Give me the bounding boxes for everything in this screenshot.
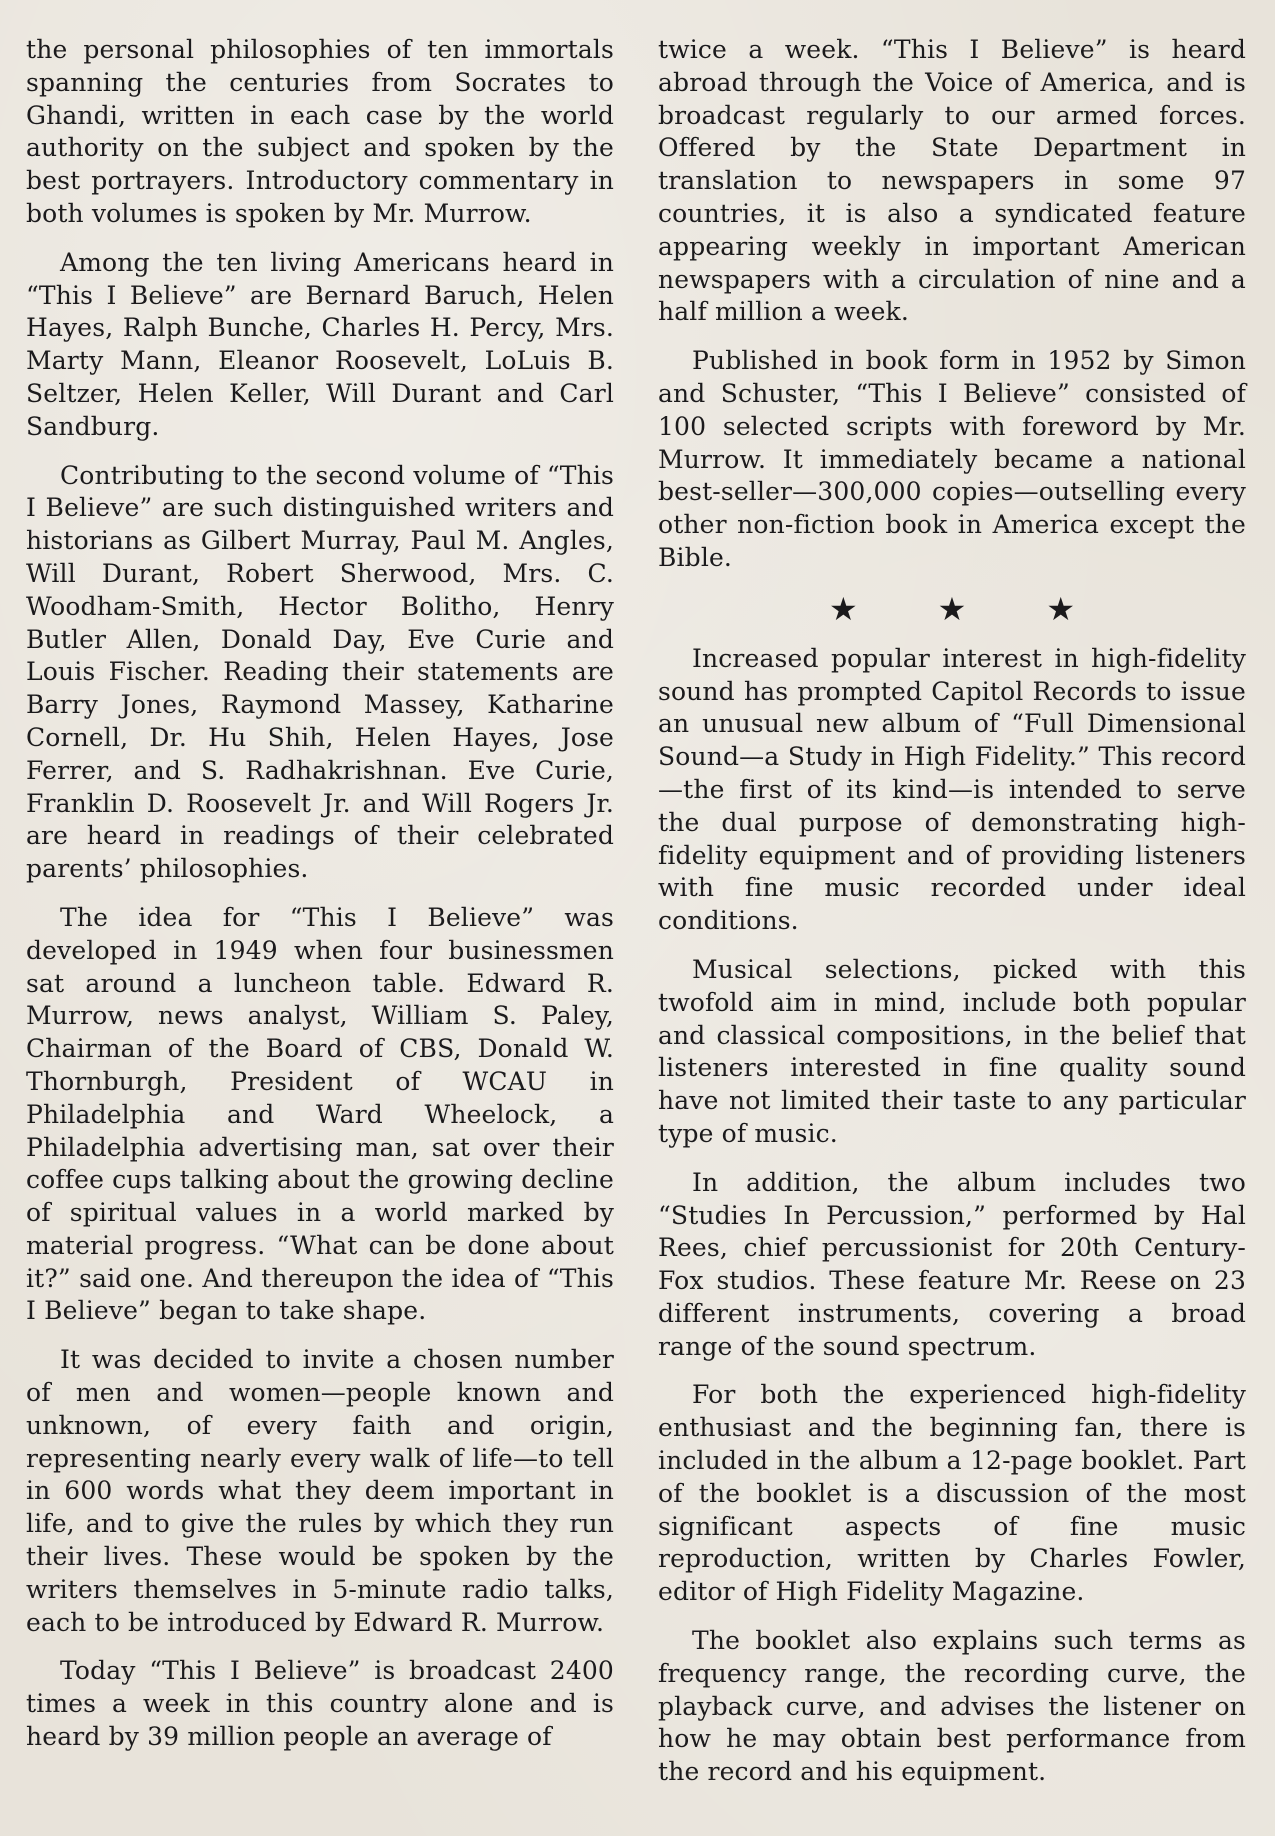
star-icon: ★	[1046, 589, 1076, 628]
left-column	[26, 34, 614, 1770]
paragraph-continued: the personal philosophies of ten immortals spanning the centuries from Socrates to Ghandi, written in each case by the world authority on the subject and spoken by the best portrayers. Introductory commentary in both volumes is spoken by Mr. Murrow.	[26, 35, 614, 228]
paragraph-second-volume: Contributing to the second volume of “This I Believe” are such distinguished writers and historians as Gilbert Murray, Paul M. Angles, Will Durant, Robert Sherwood, Mrs. C. Woodham-Smith, Hector Bolitho, Henry Butler Allen, Donald Day, Eve Curie and Louis Fischer. Reading their statements are Barry Jones, Raymond Massey, Katharine Cornell, Dr. Hu Shih, Helen Hayes, Jose Ferrer, and S. Radhakrishnan. Eve Curie, Franklin D. Roosevelt Jr. and Will Rogers Jr. are heard in readings of their celebrated parents’ philosophies.	[26, 460, 614, 884]
paragraph-book-form: Published in book form in 1952 by Simon and Schuster, “This I Believe” consisted of 100 selected scripts with foreword by Mr. Murrow. It immediately became a national best-seller—300,000 copies—outselling every other non-fiction book in America except the Bible.	[658, 346, 1246, 572]
star-icon: ★	[828, 589, 858, 628]
paragraph-living-americans: Among the ten living Americans heard in “This I Believe” are Bernard Baruch, Helen Hayes, Ralph Bunche, Charles H. Percy, Mrs. Marty Mann, Eleanor Roosevelt, LoLuis B. Seltzer, Helen Keller, Will Durant and Carl Sandburg.	[26, 247, 614, 441]
paragraph-invitation: It was decided to invite a chosen number of men and women—people known and unknown, of every faith and origin, representing nearly every walk of life—to tell in 600 words what they deem important in life, and to give the rules by which they run their lives. These would be spoken by the writers themselves in 5-minute radio talks, each to be introduced by Edward R. Murrow.	[26, 1345, 614, 1637]
paragraph-abroad: twice a week. “This I Believe” is heard abroad through the Voice of America, and is broadcast regularly to our armed forces. Offered by the State Department in translation to newspapers in some 97 countries, it is also a syndicated feature appearing weekly in important American newspapers with a circulation of nine and a half million a week.	[658, 35, 1246, 327]
paragraph-musical-selections: Musical selections, picked with this twofold aim in mind, include both popular and classical compositions, in the belief that listeners interested in fine quality sound have not limited their taste to any particular type of music.	[658, 954, 1246, 1148]
star-icon: ★	[937, 589, 967, 628]
paragraph-broadcast-today: Today “This I Believe” is broadcast 2400 times a week in this country alone and is heard by 39 million people an average of	[26, 1656, 614, 1752]
section-separator	[658, 591, 1246, 627]
paragraph-percussion: In addition, the album includes two “Studies In Percussion,” performed by Hal Rees, chief percussionist for 20th Century-Fox studios. These feature Mr. Reese on 23 different instruments, covering a broad range of the sound spectrum.	[658, 1167, 1246, 1361]
right-column	[658, 34, 1246, 1805]
paragraph-high-fidelity: Increased popular interest in high-fidelity sound has prompted Capitol Records to issue an unusual new album of “Full Dimensional Sound—a Study in High Fidelity.” This record—the first of its kind—is intended to serve the dual purpose of demonstrating high-fidelity equipment and of providing listeners with fine music recorded under ideal conditions.	[658, 643, 1246, 936]
paragraph-booklet-terms: The booklet also explains such terms as frequency range, the recording curve, the playback curve, and advises the listener on how he may obtain best performance from the record and his equipment.	[658, 1626, 1246, 1787]
paragraph-idea-origin: The idea for “This I Believe” was developed in 1949 when four businessmen sat around a luncheon table. Edward R. Murrow, news analyst, William S. Paley, Chairman of the Board of CBS, Donald W. Thornburgh, President of WCAU in Philadelphia and Ward Wheelock, a Philadelphia advertising man, sat over their coffee cups talking about the growing decline of spiritual values in a world marked by material progress. “What can be done about it?” said one. And thereupon the idea of “This I Believe” began to take shape.	[26, 902, 614, 1326]
paragraph-booklet: For both the experienced high-fidelity enthusiast and the beginning fan, there is included in the album a 12-page booklet. Part of the booklet is a discussion of the most significant aspects of fine music reproduction, written by Charles Fowler, editor of High Fidelity Magazine.	[658, 1380, 1246, 1607]
